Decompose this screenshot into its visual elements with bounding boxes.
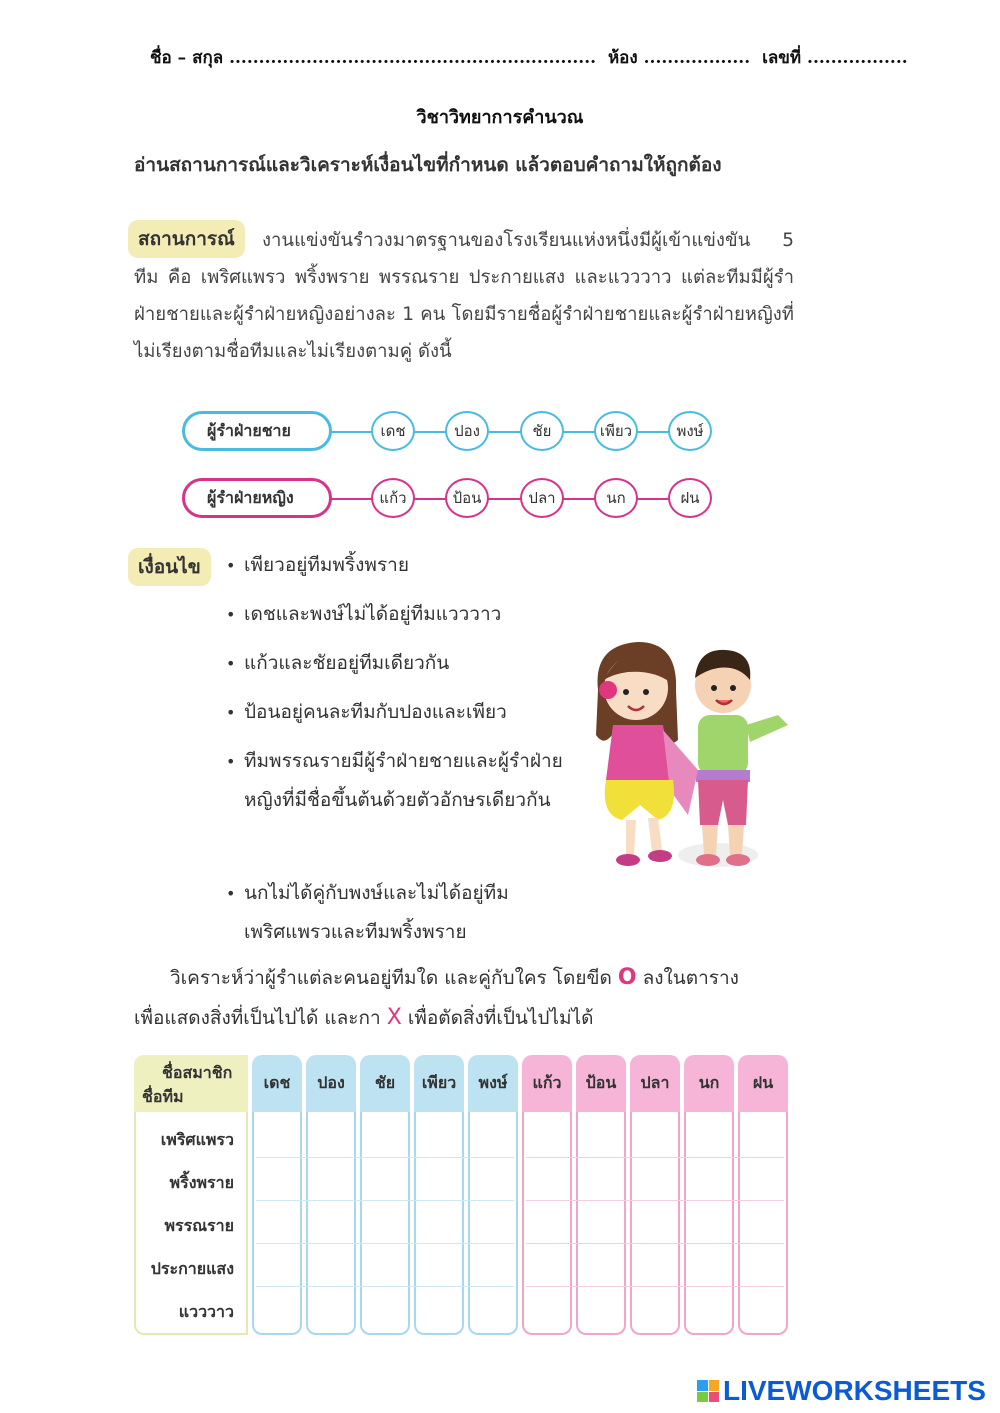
scenario-text: งานแข่งขันรำวงมาตรฐานของโรงเรียนแห่งหนึ่งมีผู้เข้าแข่งขัน 5 ทีม คือ เพริศแพรว พริ้งพราย พรรณราย ประกายแสง และแวววาว แต่ละทีมมีผู้รำฝ่ายชายและผู้รำฝ่ายหญิงอย่างละ 1 คน โดยมีรายชื่อผู้รำฝ่ายชายและผู้รำฝ่ายหญิงที่ไม่เรียงตามชื่อทีมและไม่เรียงตามคู่ ดังนี้ xyxy=(134,230,794,362)
table-corner xyxy=(134,1055,248,1112)
column-header-female: ฝน xyxy=(738,1055,788,1112)
student-info-line xyxy=(150,44,908,71)
female-name-bubble: ป้อน xyxy=(445,478,489,518)
scenario-tag: สถานการณ์ xyxy=(128,220,245,258)
answer-column[interactable] xyxy=(252,1112,302,1335)
answer-column[interactable] xyxy=(684,1112,734,1335)
thai-dancers-illustration xyxy=(578,630,798,890)
row-divider xyxy=(526,1243,784,1244)
answer-column[interactable] xyxy=(576,1112,626,1335)
column-header-female: นก xyxy=(684,1055,734,1112)
row-divider xyxy=(256,1157,514,1158)
liveworksheets-logo-icon xyxy=(697,1380,719,1402)
circle-symbol: O xyxy=(617,965,637,990)
instruction-text: อ่านสถานการณ์และวิเคราะห์เงื่อนไขที่กำหนด แล้วตอบคำถามให้ถูกต้อง xyxy=(134,154,722,176)
male-name-bubble: พงษ์ xyxy=(668,411,712,451)
column-header-male: เพียว xyxy=(414,1055,464,1112)
brand-name: LIVEWORKSHEETS xyxy=(723,1375,986,1406)
answer-column[interactable] xyxy=(738,1112,788,1335)
column-header-male: ปอง xyxy=(306,1055,356,1112)
corner-members-label: ชื่อสมาชิก xyxy=(162,1063,233,1082)
girl-dress xyxy=(606,725,673,780)
team-label: พรรณราย xyxy=(164,1216,234,1235)
analysis-instruction: วิเคราะห์ว่าผู้รำแต่ละคนอยู่ทีมใด และคู่กับใคร โดยขีด O ลงในตาราง เพื่อแสดงสิ่งที่เป็นไปได้ และกา X เพื่อตัดสิ่งที่เป็นไปไม่ได้ xyxy=(134,965,739,1030)
condition-item: • ทีมพรรณรายมีผู้รำฝ่ายชายและผู้รำฝ่ายหญิงที่มีชื่อขึ้นต้นด้วยตัวอักษรเดียวกัน xyxy=(226,750,563,811)
female-name-bubble: ปลา xyxy=(520,478,564,518)
corner-team-label: ชื่อทีม xyxy=(142,1087,184,1106)
column-header-female: ปลา xyxy=(630,1055,680,1112)
answer-column[interactable] xyxy=(414,1112,464,1335)
condition-item: • แก้วและชัยอยู่ทีมเดียวกัน xyxy=(226,652,450,674)
team-label: แวววาว xyxy=(178,1302,234,1321)
column-header-male: พงษ์ xyxy=(468,1055,518,1112)
number-field-label[interactable]: เลขที่ ................. xyxy=(762,48,908,68)
female-name-bubble: ฝน xyxy=(668,478,712,518)
female-name-bubble: นก xyxy=(594,478,638,518)
room-field-label[interactable]: ห้อง .................. xyxy=(607,48,751,68)
boy-shirt xyxy=(698,715,748,775)
team-label: เพริศแพรว xyxy=(160,1130,234,1149)
name-field-label[interactable]: ชื่อ – สกุล .............................................................. xyxy=(150,48,597,68)
condition-item: • เดชและพงษ์ไม่ได้อยู่ทีมแวววาว xyxy=(226,603,502,625)
row-divider xyxy=(256,1243,514,1244)
scenario-paragraph xyxy=(134,222,794,370)
column-header-male: เดช xyxy=(252,1055,302,1112)
answer-column[interactable] xyxy=(468,1112,518,1335)
row-divider xyxy=(526,1157,784,1158)
team-label: ประกายแสง xyxy=(150,1259,234,1278)
male-name-bubble: ปอง xyxy=(445,411,489,451)
answer-column[interactable] xyxy=(630,1112,680,1335)
column-header-female: แก้ว xyxy=(522,1055,572,1112)
subject-title: วิชาวิทยาการคำนวณ xyxy=(416,107,584,128)
condition-item: • ป้อนอยู่คนละทีมกับปองและเพียว xyxy=(226,701,507,723)
conditions-tag: เงื่อนไข xyxy=(128,548,211,586)
row-divider xyxy=(526,1286,784,1287)
column-header-male: ชัย xyxy=(360,1055,410,1112)
condition-item: • เพียวอยู่ทีมพริ้งพราย xyxy=(226,554,409,576)
female-row-label: ผู้รำฝ่ายหญิง xyxy=(182,478,332,518)
team-label: พริ้งพราย xyxy=(169,1173,234,1192)
male-name-bubble: เพียว xyxy=(594,411,638,451)
liveworksheets-brand xyxy=(697,1376,986,1406)
answer-column[interactable] xyxy=(360,1112,410,1335)
male-name-bubble: เดช xyxy=(371,411,415,451)
row-divider xyxy=(526,1200,784,1201)
row-divider xyxy=(256,1286,514,1287)
cross-symbol: X xyxy=(386,1005,402,1030)
answer-column[interactable] xyxy=(306,1112,356,1335)
row-divider xyxy=(256,1200,514,1201)
male-row-label: ผู้รำฝ่ายชาย xyxy=(182,411,332,451)
male-name-bubble: ชัย xyxy=(520,411,564,451)
female-name-bubble: แก้ว xyxy=(371,478,415,518)
condition-item: • นกไม่ได้คู่กับพงษ์และไม่ได้อยู่ทีมเพริศแพรวและทีมพริ้งพราย xyxy=(226,882,509,943)
column-header-female: ป้อน xyxy=(576,1055,626,1112)
answer-column[interactable] xyxy=(522,1112,572,1335)
